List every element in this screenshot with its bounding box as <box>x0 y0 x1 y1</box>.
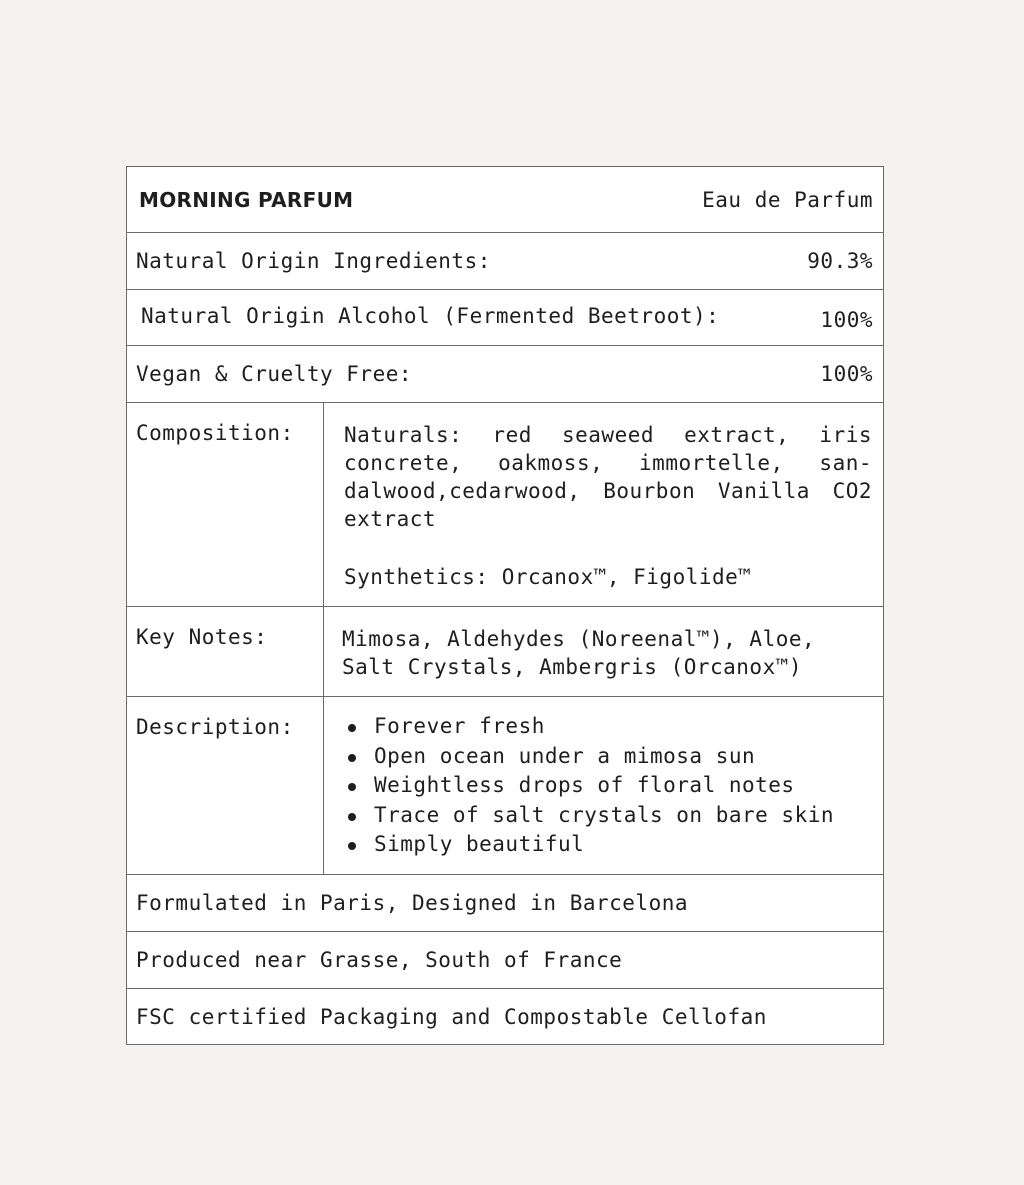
description-row <box>127 697 883 875</box>
footer-row-production <box>127 932 883 989</box>
composition-naturals: Naturals: red seaweed extract, iris concrete, oakmoss, immortelle, san-dalwood,cedarwood, Bourbon Vanilla CO2 extract <box>344 423 872 531</box>
footer-row-packaging <box>127 989 883 1044</box>
fact-row-natural-alcohol <box>127 290 883 346</box>
composition-content <box>324 403 883 606</box>
fact-label: Natural Origin Ingredients: <box>136 249 491 273</box>
composition-label: Composition: <box>127 403 324 606</box>
list-item <box>344 801 872 831</box>
product-label-card <box>126 166 884 1045</box>
key-notes-row <box>127 607 883 697</box>
fact-label: Vegan & Cruelty Free: <box>136 362 413 386</box>
label-header <box>127 167 883 233</box>
description-text: Weightless drops of floral notes <box>374 773 795 797</box>
footer-text: Formulated in Paris, Designed in Barcelona <box>136 891 689 915</box>
fact-row-natural-ingredients <box>127 233 883 290</box>
composition-synthetics: Synthetics: Orcanox™, Figolide™ <box>344 565 752 589</box>
list-item <box>344 830 872 860</box>
bullet-icon <box>348 783 356 791</box>
footer-row-origin <box>127 875 883 932</box>
bullet-icon <box>348 754 356 762</box>
footer-text: FSC certified Packaging and Compostable Cellofan <box>136 1004 767 1029</box>
description-list <box>344 712 872 860</box>
bullet-icon <box>348 842 356 850</box>
list-item <box>344 712 872 742</box>
description-label: Description: <box>127 697 324 874</box>
composition-row <box>127 403 883 607</box>
fact-label: Natural Origin Alcohol (Fermented Beetroot): <box>141 303 720 328</box>
fact-row-vegan <box>127 346 883 403</box>
key-notes-content <box>324 607 883 696</box>
description-text: Forever fresh <box>374 714 545 738</box>
list-item <box>344 742 872 772</box>
footer-text: Produced near Grasse, South of France <box>136 948 623 972</box>
key-notes-line: Mimosa, Aldehydes (Noreenal™), Aloe, <box>342 627 816 651</box>
description-text: Trace of salt crystals on bare skin <box>374 802 835 827</box>
description-text: Open ocean under a mimosa sun <box>374 743 756 768</box>
list-item <box>344 771 872 801</box>
key-notes-line: Salt Crystals, Ambergris (Orcanox™) <box>342 655 803 679</box>
fact-value: 90.3% <box>807 249 873 273</box>
bullet-icon <box>348 724 356 732</box>
fact-value: 100% <box>820 362 873 386</box>
bullet-icon <box>348 813 356 821</box>
product-type: Eau de Parfum <box>702 187 873 212</box>
key-notes-label: Key Notes: <box>127 607 324 696</box>
description-content <box>324 697 883 874</box>
fact-value: 100% <box>820 307 873 332</box>
description-text: Simply beautiful <box>374 832 585 856</box>
product-name: MORNING PARFUM <box>139 187 354 212</box>
